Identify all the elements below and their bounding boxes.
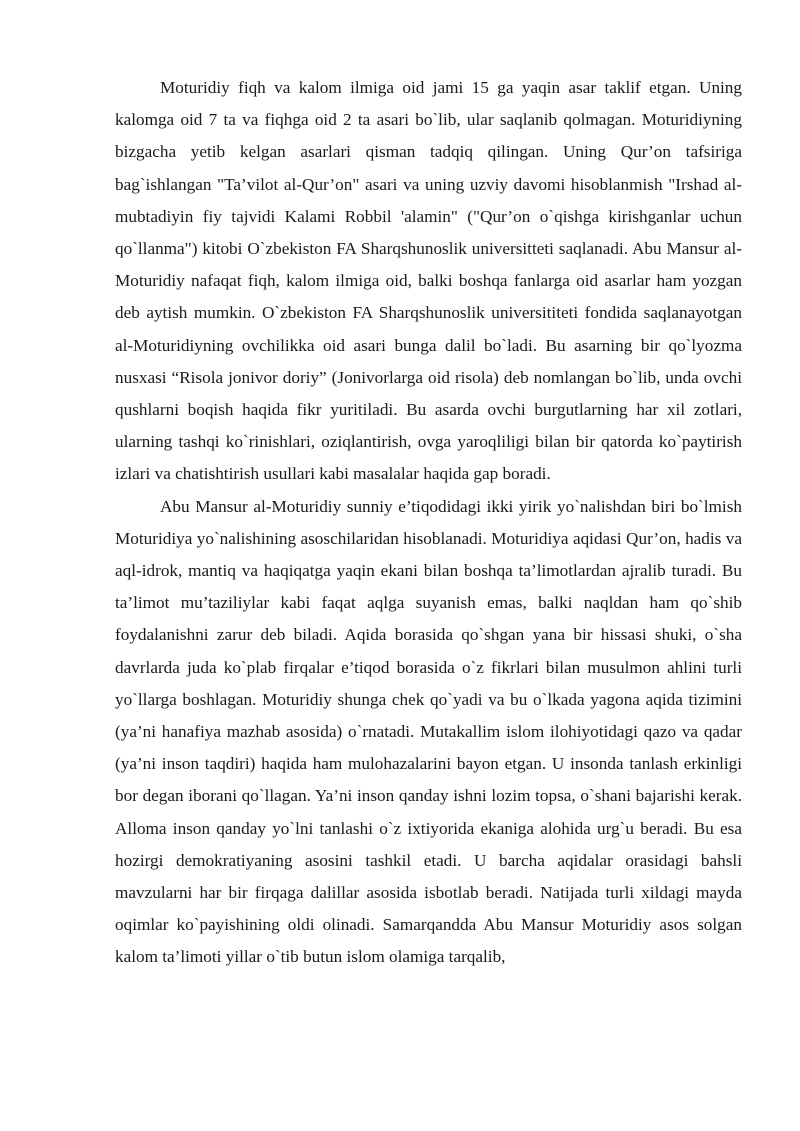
body-text [115, 72, 742, 974]
paragraph-1: Moturidiy fiqh va kalom ilmiga oid jami 15 ga yaqin asar taklif etgan. Uning kalomga oid 7 ta va fiqhga oid 2 ta asari bo`lib, ular saqlanib qolmagan. Moturidiyning bizgacha yetib kelgan asarlari qisman tadqiq qilingan. Uning Qur’on tafsiriga bag`ishlangan "Ta’vilot al-Qur’on" asari va uning uzviy davomi hisoblanmish "Irshad al-mubtadiyin fiy tajvidi Kalami Robbil 'alamin" ("Qur’on o`qishga kirishganlar uchun qo`llanma") kitobi O`zbekiston FA Sharqshunoslik universitteti saqlanadi. Abu Mansur al- Moturidiy nafaqat fiqh, kalom ilmiga oid, balki boshqa fanlarga oid asarlar ham yozgan deb aytish mumkin. O`zbekiston FA Sharqshunoslik universititeti fondida saqlanayotgan al-Moturidiyning ovchilikka oid asari bunga dalil bo`ladi. Bu asarning bir qo`lyozma nusxasi “Risola jonivor doriy” (Jonivorlarga oid risola) deb nomlangan bo`lib, unda ovchi qushlarni boqish haqida fikr yuritiladi. Bu asarda ovchi burgutlarning har xil zotlari, ularning tashqi ko`rinishlari, oziqlantirish, ovga yaroqliligi bilan bir qatorda ko`paytirish izlari va chatishtirish usullari kabi masalalar haqida gap boradi. [115, 78, 742, 484]
paragraph-2: Abu Mansur al-Moturidiy sunniy e’tiqodidagi ikki yirik yo`nalishdan biri bo`lmish Moturidiya yo`nalishining asoschilaridan hisoblanadi. Moturidiya aqidasi Qur’on, hadis va aql-idrok, mantiq va haqiqatga yaqin ekani bilan boshqa ta’limotlardan ajralib turadi. Bu ta’limot mu’taziliylar kabi faqat aqlga suyanish emas, balki naqldan ham qo`shib foydalanishni zarur deb biladi. Aqida borasida qo`shgan yana bir hissasi shuki, o`sha davrlarda juda ko`plab firqalar e’tiqod borasida o`z fikrlari bilan musulmon ahlini turli yo`llarga boshlagan. Moturidiy shunga chek qo`yadi va bu o`lkada yagona aqida tizimini (ya’ni hanafiya mazhab asosida) o`rnatadi. Mutakallim islom ilohiyotidagi qazo va qadar (ya’ni inson taqdiri) haqida ham mulohazalarini bayon etgan. U insonda tanlash erkinligi bor degan iborani qo`llagan. Ya’ni inson qanday ishni lozim topsa, o`shani bajarishi kerak. Alloma inson qanday yo`lni tanlashi o`z ixtiyorida ekaniga alohida urg`u beradi. Bu esa hozirgi demokratiyaning asosini tashkil etadi. U barcha aqidalar orasidagi bahsli mavzularni har bir firqaga dalillar asosida isbotlab beradi. Natijada turli xildagi mayda oqimlar ko`payishining oldi olinadi. Samarqandda Abu Mansur Moturidiy asos solgan kalom ta’limoti yillar o`tib butun islom olamiga tarqalib, [115, 496, 742, 967]
